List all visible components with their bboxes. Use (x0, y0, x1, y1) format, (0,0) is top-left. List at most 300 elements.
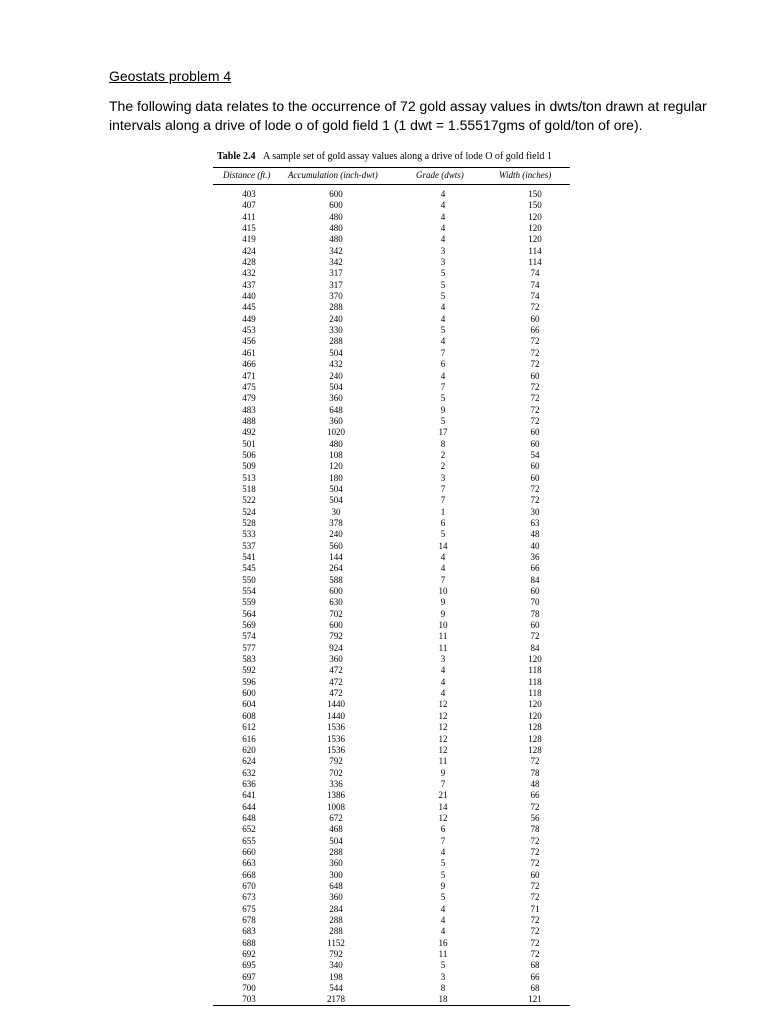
cell-width: 60 (530, 427, 540, 438)
cell-distance: 644 (242, 801, 256, 812)
table-row (213, 246, 570, 257)
table-row (213, 722, 570, 733)
cell-distance: 445 (242, 302, 256, 313)
cell-width: 72 (530, 937, 540, 948)
cell-width: 120 (528, 654, 542, 665)
cell-accumulation: 702 (329, 767, 343, 778)
cell-accumulation: 288 (329, 926, 343, 937)
cell-accumulation: 288 (329, 846, 343, 857)
cell-accumulation: 336 (329, 778, 343, 789)
cell-accumulation: 378 (329, 517, 343, 528)
cell-width: 72 (530, 892, 540, 903)
table-row (213, 824, 570, 835)
table-row (213, 223, 570, 234)
table-row (213, 268, 570, 279)
cell-grade: 7 (440, 347, 446, 358)
cell-distance: 559 (242, 597, 256, 608)
cell-accumulation: 472 (329, 665, 343, 676)
cell-grade: 4 (440, 313, 446, 324)
cell-accumulation: 240 (329, 313, 343, 324)
cell-accumulation: 340 (329, 960, 343, 971)
cell-distance: 695 (242, 960, 256, 971)
cell-grade: 3 (440, 245, 446, 256)
cell-distance: 479 (242, 393, 256, 404)
cell-distance: 663 (242, 858, 256, 869)
cell-distance: 492 (242, 427, 256, 438)
cell-width: 71 (530, 903, 540, 914)
cell-accumulation: 360 (329, 892, 343, 903)
cell-grade: 14 (438, 801, 448, 812)
cell-distance: 501 (242, 438, 256, 449)
table-row (213, 790, 570, 801)
cell-accumulation: 1536 (327, 733, 345, 744)
cell-grade: 10 (438, 620, 448, 631)
cell-width: 128 (528, 733, 542, 744)
cell-width: 72 (530, 483, 540, 494)
cell-grade: 7 (440, 835, 446, 846)
cell-width: 70 (530, 597, 540, 608)
cell-accumulation: 504 (329, 483, 343, 494)
cell-accumulation: 432 (329, 359, 343, 370)
cell-distance: 541 (242, 552, 256, 562)
cell-grade: 1 (440, 506, 446, 517)
cell-accumulation: 504 (329, 835, 343, 846)
cell-width: 72 (530, 495, 540, 506)
cell-grade: 4 (440, 234, 446, 245)
cell-width: 72 (530, 631, 540, 642)
table-row (213, 291, 570, 302)
cell-grade: 12 (438, 812, 448, 823)
cell-width: 120 (528, 710, 542, 721)
table-row (213, 257, 570, 268)
cell-grade: 5 (440, 415, 446, 426)
cell-width: 120 (528, 211, 542, 222)
cell-distance: 652 (242, 824, 256, 835)
cell-accumulation: 1020 (327, 427, 345, 438)
cell-distance: 608 (242, 710, 256, 721)
table-row (213, 473, 570, 484)
cell-grade: 6 (440, 824, 446, 835)
cell-distance: 461 (242, 347, 256, 358)
cell-distance: 692 (242, 949, 256, 960)
cell-width: 84 (530, 642, 540, 653)
table-row (213, 189, 570, 200)
cell-width: 118 (528, 676, 542, 687)
cell-width: 60 (530, 620, 540, 631)
cell-grade: 12 (438, 733, 448, 744)
cell-accumulation: 1152 (327, 937, 345, 948)
cell-accumulation: 648 (329, 404, 343, 415)
cell-grade: 10 (438, 586, 448, 597)
cell-grade: 5 (440, 268, 446, 279)
cell-accumulation: 360 (329, 393, 343, 404)
cell-width: 74 (530, 268, 540, 279)
cell-width: 54 (530, 449, 540, 460)
cell-accumulation: 792 (329, 756, 343, 767)
cell-distance: 475 (242, 381, 256, 392)
cell-grade: 2 (440, 461, 446, 472)
cell-accumulation: 480 (329, 438, 343, 449)
cell-distance: 660 (242, 846, 256, 857)
cell-grade: 9 (440, 767, 446, 778)
cell-width: 48 (530, 778, 540, 789)
cell-grade: 4 (440, 223, 446, 234)
table-row (213, 552, 570, 563)
cell-grade: 11 (438, 949, 448, 960)
table-row (213, 972, 570, 983)
cell-width: 56 (530, 812, 540, 823)
cell-width: 60 (530, 586, 540, 597)
cell-accumulation: 360 (329, 415, 343, 426)
table-row (213, 280, 570, 291)
cell-width: 72 (530, 858, 540, 869)
cell-accumulation: 480 (329, 211, 343, 222)
table-row (213, 983, 570, 994)
table-row (213, 870, 570, 881)
cell-distance: 428 (242, 257, 256, 268)
table-row (213, 654, 570, 665)
cell-width: 72 (530, 336, 540, 347)
cell-distance: 403 (242, 189, 256, 199)
table-row (213, 348, 570, 359)
table-row (213, 858, 570, 869)
cell-accumulation: 600 (329, 200, 343, 211)
table-row (213, 563, 570, 574)
cell-grade: 5 (440, 869, 446, 880)
cell-width: 150 (528, 200, 542, 211)
cell-accumulation: 1536 (327, 744, 345, 755)
cell-width: 72 (530, 381, 540, 392)
cell-accumulation: 317 (329, 279, 343, 290)
cell-accumulation: 1386 (327, 790, 345, 801)
cell-width: 74 (530, 291, 540, 302)
table-row (213, 314, 570, 325)
cell-accumulation: 288 (329, 915, 343, 925)
table-label: Table 2.4 (217, 151, 256, 162)
cell-width: 72 (530, 347, 540, 358)
cell-distance: 697 (242, 971, 256, 982)
table-row (213, 518, 570, 529)
table-row (213, 359, 570, 370)
table-row (213, 450, 570, 461)
cell-width: 66 (530, 790, 540, 801)
cell-distance: 456 (242, 336, 256, 347)
cell-grade: 11 (438, 631, 448, 642)
cell-grade: 17 (438, 427, 448, 438)
cell-width: 60 (530, 313, 540, 324)
table-row (213, 507, 570, 518)
cell-grade: 7 (440, 495, 446, 506)
cell-grade: 3 (440, 472, 446, 483)
table-row (213, 597, 570, 608)
cell-distance: 449 (242, 313, 256, 324)
cell-distance: 488 (242, 415, 256, 426)
cell-grade: 4 (440, 370, 446, 381)
cell-distance: 440 (242, 291, 256, 302)
cell-width: 40 (530, 540, 540, 551)
cell-width: 72 (530, 756, 540, 767)
intro-paragraph: The following data relates to the occurrence of 72 gold assay values in dwts/ton drawn at regular intervals along a drive of lode o of gold field 1 (1 dwt = 1.55517gms of gold/ton of ore). (109, 98, 707, 133)
cell-accumulation: 1008 (327, 801, 345, 812)
cell-accumulation: 792 (329, 949, 343, 960)
cell-distance: 424 (242, 245, 256, 256)
cell-distance: 522 (242, 495, 256, 506)
cell-grade: 4 (440, 189, 446, 199)
cell-width: 74 (530, 279, 540, 290)
cell-distance: 583 (242, 654, 256, 665)
cell-width: 72 (530, 926, 540, 937)
cell-width: 60 (530, 869, 540, 880)
table-row (213, 813, 570, 824)
table-top-rule (213, 167, 570, 168)
cell-accumulation: 560 (329, 540, 343, 551)
cell-distance: 509 (242, 461, 256, 472)
cell-accumulation: 264 (329, 563, 343, 574)
cell-grade: 4 (440, 552, 446, 562)
cell-accumulation: 240 (329, 370, 343, 381)
cell-distance: 673 (242, 892, 256, 903)
table-row (213, 484, 570, 495)
cell-grade: 7 (440, 574, 446, 585)
table-row (213, 416, 570, 427)
cell-grade: 16 (438, 937, 448, 948)
cell-distance: 632 (242, 767, 256, 778)
cell-grade: 4 (440, 688, 446, 699)
cell-width: 72 (530, 415, 540, 426)
cell-width: 66 (530, 325, 540, 336)
cell-accumulation: 792 (329, 631, 343, 642)
cell-grade: 6 (440, 359, 446, 370)
cell-distance: 564 (242, 608, 256, 619)
table-body (213, 189, 570, 1006)
cell-accumulation: 30 (331, 506, 341, 517)
cell-accumulation: 924 (329, 642, 343, 653)
cell-grade: 18 (438, 994, 448, 1005)
cell-accumulation: 317 (329, 268, 343, 279)
cell-distance: 432 (242, 268, 256, 279)
cell-grade: 4 (440, 676, 446, 687)
table-row (213, 427, 570, 438)
cell-width: 120 (528, 223, 542, 234)
cell-grade: 9 (440, 404, 446, 415)
cell-grade: 4 (440, 200, 446, 211)
cell-grade: 4 (440, 665, 446, 676)
cell-distance: 466 (242, 359, 256, 370)
cell-accumulation: 648 (329, 880, 343, 891)
cell-grade: 5 (440, 291, 446, 302)
cell-distance: 655 (242, 835, 256, 846)
cell-grade: 9 (440, 880, 446, 891)
table-row (213, 325, 570, 336)
cell-width: 36 (530, 552, 540, 562)
cell-accumulation: 588 (329, 574, 343, 585)
cell-accumulation: 600 (329, 586, 343, 597)
table-row (213, 541, 570, 552)
table-row (213, 699, 570, 710)
page-heading: Geostats problem 4 (109, 68, 232, 84)
table-row (213, 336, 570, 347)
table-header-row (213, 170, 570, 183)
cell-width: 72 (530, 835, 540, 846)
cell-grade: 4 (440, 915, 446, 925)
cell-grade: 3 (440, 654, 446, 665)
cell-width: 128 (528, 744, 542, 755)
table-row (213, 382, 570, 393)
cell-accumulation: 300 (329, 869, 343, 880)
column-header-grade: Grade (dwts) (416, 170, 464, 180)
table-row (213, 439, 570, 450)
cell-accumulation: 198 (329, 971, 343, 982)
table-row (213, 881, 570, 892)
table-row (213, 371, 570, 382)
cell-width: 60 (530, 438, 540, 449)
cell-grade: 14 (438, 540, 448, 551)
cell-distance: 703 (242, 994, 256, 1005)
cell-distance: 648 (242, 812, 256, 823)
cell-distance: 624 (242, 756, 256, 767)
cell-grade: 6 (440, 517, 446, 528)
cell-width: 72 (530, 302, 540, 313)
cell-accumulation: 360 (329, 654, 343, 665)
cell-distance: 437 (242, 279, 256, 290)
cell-distance: 636 (242, 778, 256, 789)
cell-width: 72 (530, 801, 540, 812)
table-row (213, 405, 570, 416)
column-header-accumulation: Accumulation (inch-dwt) (288, 170, 378, 180)
cell-distance: 574 (242, 631, 256, 642)
cell-grade: 11 (438, 756, 448, 767)
cell-distance: 596 (242, 676, 256, 687)
table-row (213, 586, 570, 597)
cell-grade: 4 (440, 846, 446, 857)
table-row (213, 302, 570, 313)
table-row (213, 836, 570, 847)
cell-width: 68 (530, 960, 540, 971)
table-row (213, 495, 570, 506)
cell-grade: 5 (440, 393, 446, 404)
cell-grade: 21 (438, 790, 448, 801)
cell-accumulation: 288 (329, 336, 343, 347)
column-header-distance: Distance (ft.) (223, 170, 271, 180)
cell-accumulation: 504 (329, 381, 343, 392)
cell-accumulation: 1536 (327, 722, 345, 733)
cell-width: 72 (530, 915, 540, 925)
cell-grade: 4 (440, 336, 446, 347)
cell-distance: 600 (242, 688, 256, 699)
cell-accumulation: 180 (329, 472, 343, 483)
cell-grade: 12 (438, 710, 448, 721)
cell-grade: 4 (440, 563, 446, 574)
cell-width: 72 (530, 393, 540, 404)
cell-width: 128 (528, 722, 542, 733)
cell-accumulation: 468 (329, 824, 343, 835)
cell-grade: 3 (440, 257, 446, 268)
table-row (213, 768, 570, 779)
cell-accumulation: 342 (329, 245, 343, 256)
cell-grade: 7 (440, 483, 446, 494)
table-row (213, 609, 570, 620)
table-row (213, 643, 570, 654)
table-row (213, 688, 570, 699)
cell-width: 60 (530, 370, 540, 381)
table-row (213, 665, 570, 676)
table-row (213, 711, 570, 722)
cell-width: 118 (528, 665, 542, 676)
cell-grade: 5 (440, 325, 446, 336)
cell-accumulation: 1440 (327, 710, 345, 721)
cell-width: 66 (530, 971, 540, 982)
cell-distance: 533 (242, 529, 256, 540)
cell-grade: 9 (440, 597, 446, 608)
cell-distance: 453 (242, 325, 256, 336)
cell-distance: 592 (242, 665, 256, 676)
cell-grade: 4 (440, 903, 446, 914)
table-row (213, 200, 570, 211)
cell-accumulation: 480 (329, 223, 343, 234)
cell-accumulation: 240 (329, 529, 343, 540)
cell-width: 66 (530, 563, 540, 574)
cell-width: 78 (530, 824, 540, 835)
cell-width: 48 (530, 529, 540, 540)
cell-accumulation: 120 (329, 461, 343, 472)
cell-accumulation: 630 (329, 597, 343, 608)
cell-accumulation: 472 (329, 688, 343, 699)
table-row (213, 631, 570, 642)
cell-width: 150 (528, 189, 542, 199)
table-row (213, 745, 570, 756)
cell-accumulation: 600 (329, 189, 343, 199)
cell-accumulation: 108 (329, 449, 343, 460)
cell-distance: 513 (242, 472, 256, 483)
cell-distance: 670 (242, 880, 256, 891)
cell-grade: 8 (440, 438, 446, 449)
cell-width: 68 (530, 983, 540, 994)
table-row (213, 529, 570, 540)
table-row (213, 847, 570, 858)
cell-distance: 506 (242, 449, 256, 460)
cell-distance: 471 (242, 370, 256, 381)
cell-distance: 612 (242, 722, 256, 733)
cell-grade: 3 (440, 971, 446, 982)
table-row (213, 802, 570, 813)
table-row (213, 756, 570, 767)
cell-distance: 537 (242, 540, 256, 551)
cell-distance: 577 (242, 642, 256, 653)
cell-distance: 407 (242, 200, 256, 211)
cell-width: 30 (530, 506, 540, 517)
table-row (213, 212, 570, 223)
cell-distance: 518 (242, 483, 256, 494)
cell-distance: 604 (242, 699, 256, 710)
cell-accumulation: 1440 (327, 699, 345, 710)
cell-grade: 4 (440, 211, 446, 222)
cell-grade: 12 (438, 699, 448, 710)
table-row (213, 734, 570, 745)
cell-width: 72 (530, 359, 540, 370)
column-header-width: Width (inches) (499, 170, 552, 180)
cell-distance: 569 (242, 620, 256, 631)
cell-width: 84 (530, 574, 540, 585)
table-row (213, 938, 570, 949)
cell-width: 114 (528, 257, 542, 268)
cell-accumulation: 672 (329, 812, 343, 823)
table-caption-text: A sample set of gold assay values along a drive of lode O of gold field 1 (263, 151, 552, 162)
cell-distance: 524 (242, 506, 256, 517)
cell-width: 78 (530, 767, 540, 778)
table-row (213, 949, 570, 960)
cell-grade: 11 (438, 642, 448, 653)
cell-distance: 683 (242, 926, 256, 937)
